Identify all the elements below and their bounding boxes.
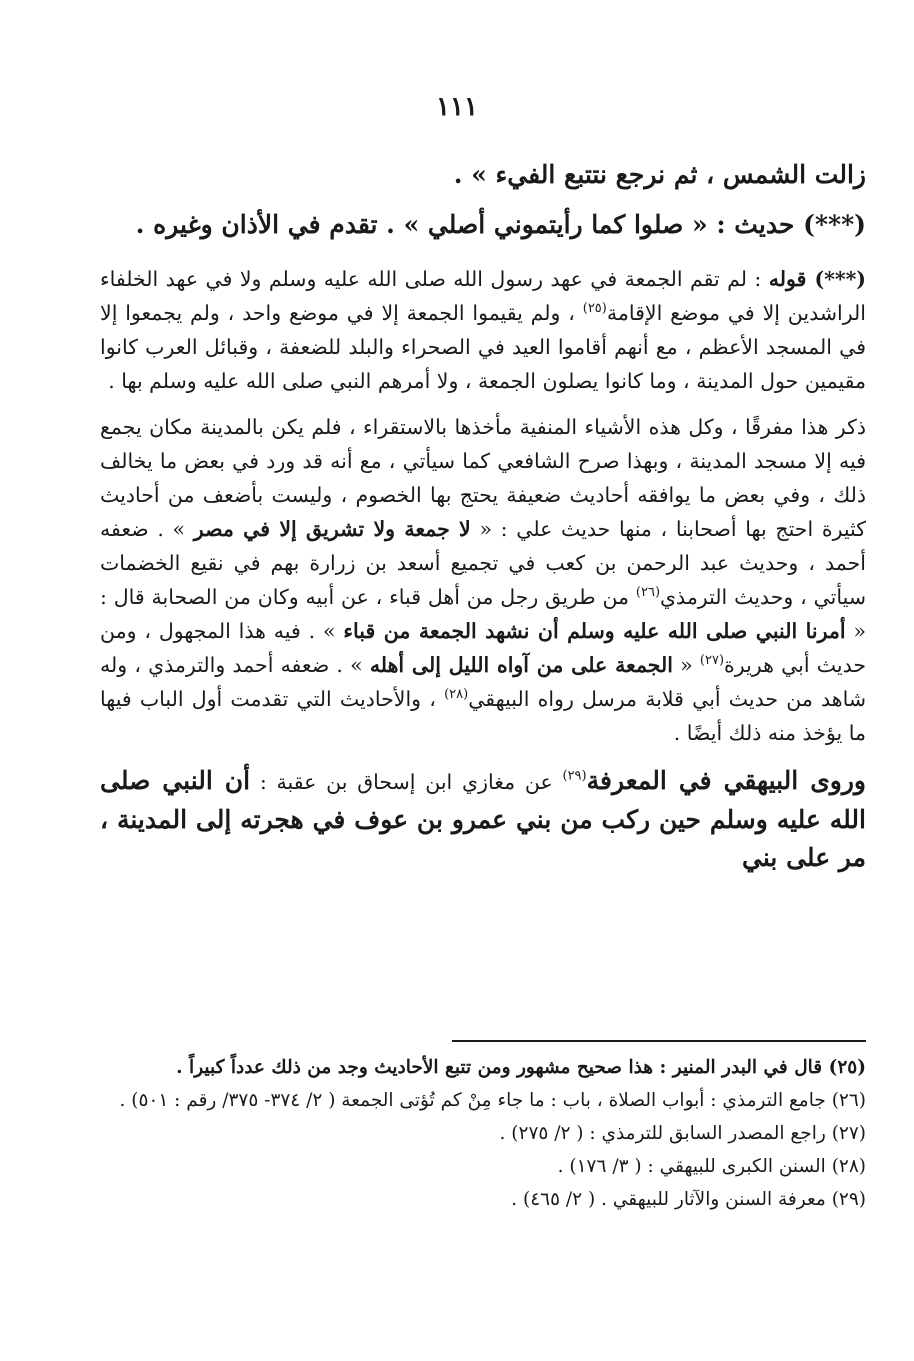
footnote-ref[interactable]: (٢٦) xyxy=(635,585,661,601)
discussion-paragraph xyxy=(100,410,866,750)
text: وروى البيهقي في المعرفة xyxy=(586,766,866,795)
footnote-28 xyxy=(100,1151,866,1182)
narration-paragraph xyxy=(100,762,866,877)
footnote-ref[interactable]: (٢٥) xyxy=(582,301,607,317)
text: ، ولم يقيموا الجمعة إلا في موضع واحد ، ولم يجمعوا إلا في المسجد الأعظم ، مع أنهم أقاموا العيد في الصحراء والبلد للضعفة ، وقبائل العرب كانوا مقيمين حول المدينة ، وما كانوا يصلون الجمعة ، ولا أمرهم النبي صلى الله عليه وسلم بها . xyxy=(100,301,866,393)
hadith-quote: لا جمعة ولا تشريق إلا في مصر xyxy=(193,517,471,541)
footnote-text: راجع المصدر السابق للترمذي : ( ٢/ ٢٧٥) . xyxy=(499,1123,826,1144)
hadith-quote: أمرنا النبي صلى الله عليه وسلم أن نشهد الجمعة من قباء xyxy=(343,619,846,643)
text: حديث : « xyxy=(683,210,804,239)
footnote-text: جامع الترمذي : أبواب الصلاة ، باب : ما جاء مِنْ كم تُؤتى الجمعة ( ٢/ ٣٧٤- ٣٧٥/ رقم : ٥٠١) . xyxy=(119,1090,826,1111)
text: من طريق رجل من أهل قباء ، عن أبيه وكان من الصحابة قال : « xyxy=(100,585,866,643)
hadith-quote: صلوا كما رأيتموني أصلي xyxy=(427,210,684,239)
page-number: ١١١ xyxy=(436,92,478,122)
footnote-number: (٢٩) xyxy=(831,1189,866,1210)
hadith-quote: الجمعة على من آواه الليل إلى أهله xyxy=(369,653,673,677)
footnote-text: السنن الكبرى للبيهقي : ( ٣/ ١٧٦) . xyxy=(557,1156,826,1177)
footnote-text: قال في البدر المنير : هذا صحيح مشهور ومن تتبع الأحاديث وجد من ذلك عدداً كبيراً . xyxy=(176,1057,823,1078)
marker: (***) xyxy=(814,267,866,291)
text: : لم تقم الجمعة في عهد رسول الله صلى الله عليه وسلم ولا في عهد الخلفاء الراشدين إلا في موضع الإقامة xyxy=(100,267,866,325)
text: عن مغازي ابن إسحاق بن عقبة : xyxy=(250,770,563,794)
footnote-29 xyxy=(100,1184,866,1215)
text: » . ضعفه أحمد والترمذي ، وله شاهد من حديث أبي قلابة مرسل رواه البيهقي xyxy=(100,653,866,711)
lead-word: قوله xyxy=(768,267,815,291)
footnote-25 xyxy=(100,1052,866,1083)
footnote-number: (٢٧) xyxy=(831,1123,866,1144)
footnote-ref[interactable]: (٢٧) xyxy=(699,653,725,669)
footnote-26 xyxy=(100,1085,866,1116)
footnote-ref[interactable]: (٢٨) xyxy=(444,687,469,703)
footnote-number: (٢٥) xyxy=(828,1057,866,1078)
text: « xyxy=(672,653,700,677)
footnotes xyxy=(100,1052,866,1217)
text: » . تقدم في الأذان وغيره . xyxy=(135,210,428,239)
text: ، والأحاديث التي تقدمت أول الباب فيها ما يؤخذ منه ذلك أيضًا . xyxy=(100,687,866,745)
text: » . ضعفه أحمد ، وحديث عبد الرحمن بن كعب في تجميع أسعد بن زرارة بهم في نقيع الخضمات سيأتي ، وحديث الترمذي xyxy=(100,517,866,609)
commentary-paragraph xyxy=(100,262,866,398)
line-continuation: زالت الشمس ، ثم نرجع نتتبع الفيء » . xyxy=(453,160,866,189)
footnote-27 xyxy=(100,1118,866,1149)
hadith-paragraph xyxy=(100,200,866,250)
hadith-quote: أن النبي صلى الله عليه وسلم حين ركب من بني عمرو بن عوف في هجرته إلى المدينة ، مر على بني xyxy=(100,766,866,872)
text: ذكر هذا مفرقًا ، وكل هذه الأشياء المنفية مأخذها بالاستقراء ، فلم يكن بالمدينة مكان يجمع فيه إلا مسجد المدينة ، وبهذا صرح الشافعي كما سيأتي ، مع أنه قد ورد في بعض ما يخالف ذلك ، وفي بعض ما يوافقه أحاديث ضعيفة يحتج بها الخصوم ، وليست بأضعف من أحاديث كثيرة احتج بها أصحابنا ، منها حديث علي : « xyxy=(100,415,867,541)
footnote-number: (٢٨) xyxy=(831,1156,866,1177)
footnote-number: (٢٦) xyxy=(831,1090,866,1111)
text: » . فيه هذا المجهول ، ومن حديث أبي هريرة xyxy=(100,619,867,677)
footnote-text: معرفة السنن والآثار للبيهقي . ( ٢/ ٤٦٥) . xyxy=(511,1189,826,1210)
main-text xyxy=(100,150,866,877)
footnote-ref[interactable]: (٢٩) xyxy=(562,768,587,784)
footnote-divider xyxy=(452,1040,866,1042)
marker: (***) xyxy=(803,210,866,239)
